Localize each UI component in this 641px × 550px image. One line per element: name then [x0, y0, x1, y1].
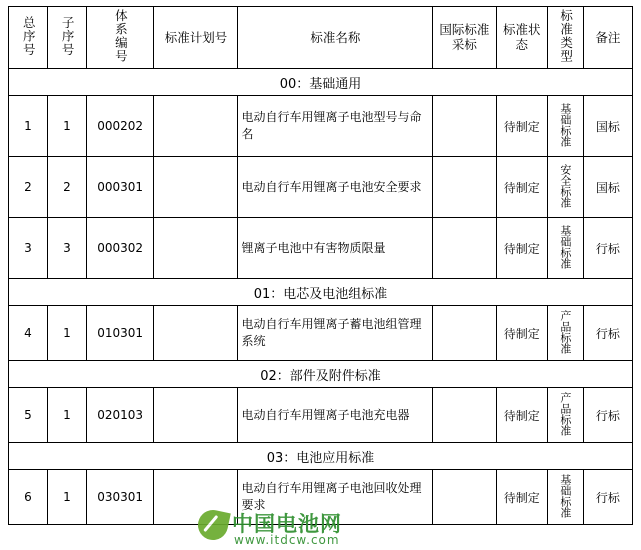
cell-international-adoption — [433, 470, 497, 525]
cell-remark: 国标 — [583, 96, 632, 157]
cell-status: 待制定 — [496, 388, 547, 443]
cell-remark: 行标 — [583, 388, 632, 443]
header-status-label: 标准状态 — [503, 22, 541, 52]
cell-type — [547, 218, 583, 279]
header-status — [496, 7, 547, 69]
cell-plan-no — [154, 388, 238, 443]
header-remark-label: 备注 — [595, 29, 621, 45]
cell-status: 待制定 — [496, 157, 547, 218]
header-plan-no-label: 标准计划号 — [164, 29, 228, 45]
cell-system-code: 010301 — [86, 306, 154, 361]
group-title: 01：电芯及电池组标准 — [9, 279, 633, 306]
header-row — [9, 7, 633, 69]
cell-system-code: 000302 — [86, 218, 154, 279]
table-body — [9, 69, 633, 525]
cell-type-label: 基础标准 — [558, 473, 572, 518]
cell-sub-no: 1 — [47, 96, 86, 157]
table-row — [9, 470, 633, 525]
cell-plan-no — [154, 157, 238, 218]
cell-sub-no: 1 — [47, 388, 86, 443]
cell-sub-no: 3 — [47, 218, 86, 279]
cell-standard-name: 电动自行车用锂离子电池型号与命名 — [238, 96, 433, 157]
group-title: 03：电池应用标准 — [9, 443, 633, 470]
cell-system-code: 030301 — [86, 470, 154, 525]
watermark-title: 中国电池网 — [232, 512, 342, 536]
header-standard-name-label: 标准名称 — [310, 29, 361, 45]
group-header-row — [9, 279, 633, 306]
table-row — [9, 96, 633, 157]
table-row — [9, 306, 633, 361]
cell-total-no: 4 — [9, 306, 48, 361]
standards-table — [8, 6, 633, 525]
header-type-label: 标准类型 — [558, 9, 574, 63]
header-total-no — [9, 7, 48, 69]
header-international-adoption-label: 国际标准采标 — [439, 22, 490, 52]
group-title: 02：部件及附件标准 — [9, 361, 633, 388]
header-sub-no-label: 子序号 — [60, 15, 76, 57]
cell-standard-name: 锂离子电池中有害物质限量 — [238, 218, 433, 279]
cell-type — [547, 306, 583, 361]
cell-type-label: 基础标准 — [558, 102, 572, 147]
watermark-url: www.itdcw.com — [234, 533, 340, 547]
cell-remark: 国标 — [583, 157, 632, 218]
header-total-no-label: 总序号 — [21, 15, 37, 57]
header-standard-name — [238, 7, 433, 69]
cell-total-no: 3 — [9, 218, 48, 279]
group-header-row — [9, 443, 633, 470]
cell-remark: 行标 — [583, 306, 632, 361]
cell-standard-name: 电动自行车用锂离子电池充电器 — [238, 388, 433, 443]
cell-international-adoption — [433, 218, 497, 279]
header-plan-no — [154, 7, 238, 69]
cell-type-label: 产品标准 — [558, 391, 572, 436]
cell-sub-no: 1 — [47, 470, 86, 525]
header-remark — [583, 7, 632, 69]
table-header — [9, 7, 633, 69]
cell-remark: 行标 — [583, 218, 632, 279]
header-sub-no — [47, 7, 86, 69]
cell-type-label: 基础标准 — [558, 224, 572, 269]
group-header-row — [9, 361, 633, 388]
cell-status: 待制定 — [496, 306, 547, 361]
header-type — [547, 7, 583, 69]
cell-plan-no — [154, 218, 238, 279]
table-row — [9, 157, 633, 218]
cell-remark: 行标 — [583, 470, 632, 525]
cell-type — [547, 470, 583, 525]
cell-status: 待制定 — [496, 470, 547, 525]
cell-total-no: 1 — [9, 96, 48, 157]
cell-plan-no — [154, 470, 238, 525]
cell-international-adoption — [433, 96, 497, 157]
cell-sub-no: 1 — [47, 306, 86, 361]
table-row — [9, 218, 633, 279]
cell-type-label: 安全标准 — [558, 163, 572, 208]
cell-status: 待制定 — [496, 218, 547, 279]
group-title: 00：基础通用 — [9, 69, 633, 96]
header-system-code-label: 体系编号 — [113, 9, 129, 63]
cell-international-adoption — [433, 388, 497, 443]
cell-system-code: 000202 — [86, 96, 154, 157]
standards-table-sheet — [8, 6, 633, 525]
cell-international-adoption — [433, 157, 497, 218]
cell-system-code: 020103 — [86, 388, 154, 443]
cell-type — [547, 157, 583, 218]
header-international-adoption — [433, 7, 497, 69]
group-header-row — [9, 69, 633, 96]
cell-type — [547, 96, 583, 157]
header-system-code — [86, 7, 154, 69]
table-row — [9, 388, 633, 443]
cell-standard-name: 电动自行车用锂离子电池安全要求 — [238, 157, 433, 218]
cell-total-no: 6 — [9, 470, 48, 525]
cell-standard-name: 电动自行车用锂离子电池回收处理要求 — [238, 470, 433, 525]
cell-sub-no: 2 — [47, 157, 86, 218]
cell-system-code: 000301 — [86, 157, 154, 218]
cell-international-adoption — [433, 306, 497, 361]
cell-plan-no — [154, 96, 238, 157]
cell-total-no: 5 — [9, 388, 48, 443]
cell-standard-name: 电动自行车用锂离子蓄电池组管理系统 — [238, 306, 433, 361]
cell-status: 待制定 — [496, 96, 547, 157]
cell-type — [547, 388, 583, 443]
cell-total-no: 2 — [9, 157, 48, 218]
cell-type-label: 产品标准 — [558, 309, 572, 354]
cell-plan-no — [154, 306, 238, 361]
